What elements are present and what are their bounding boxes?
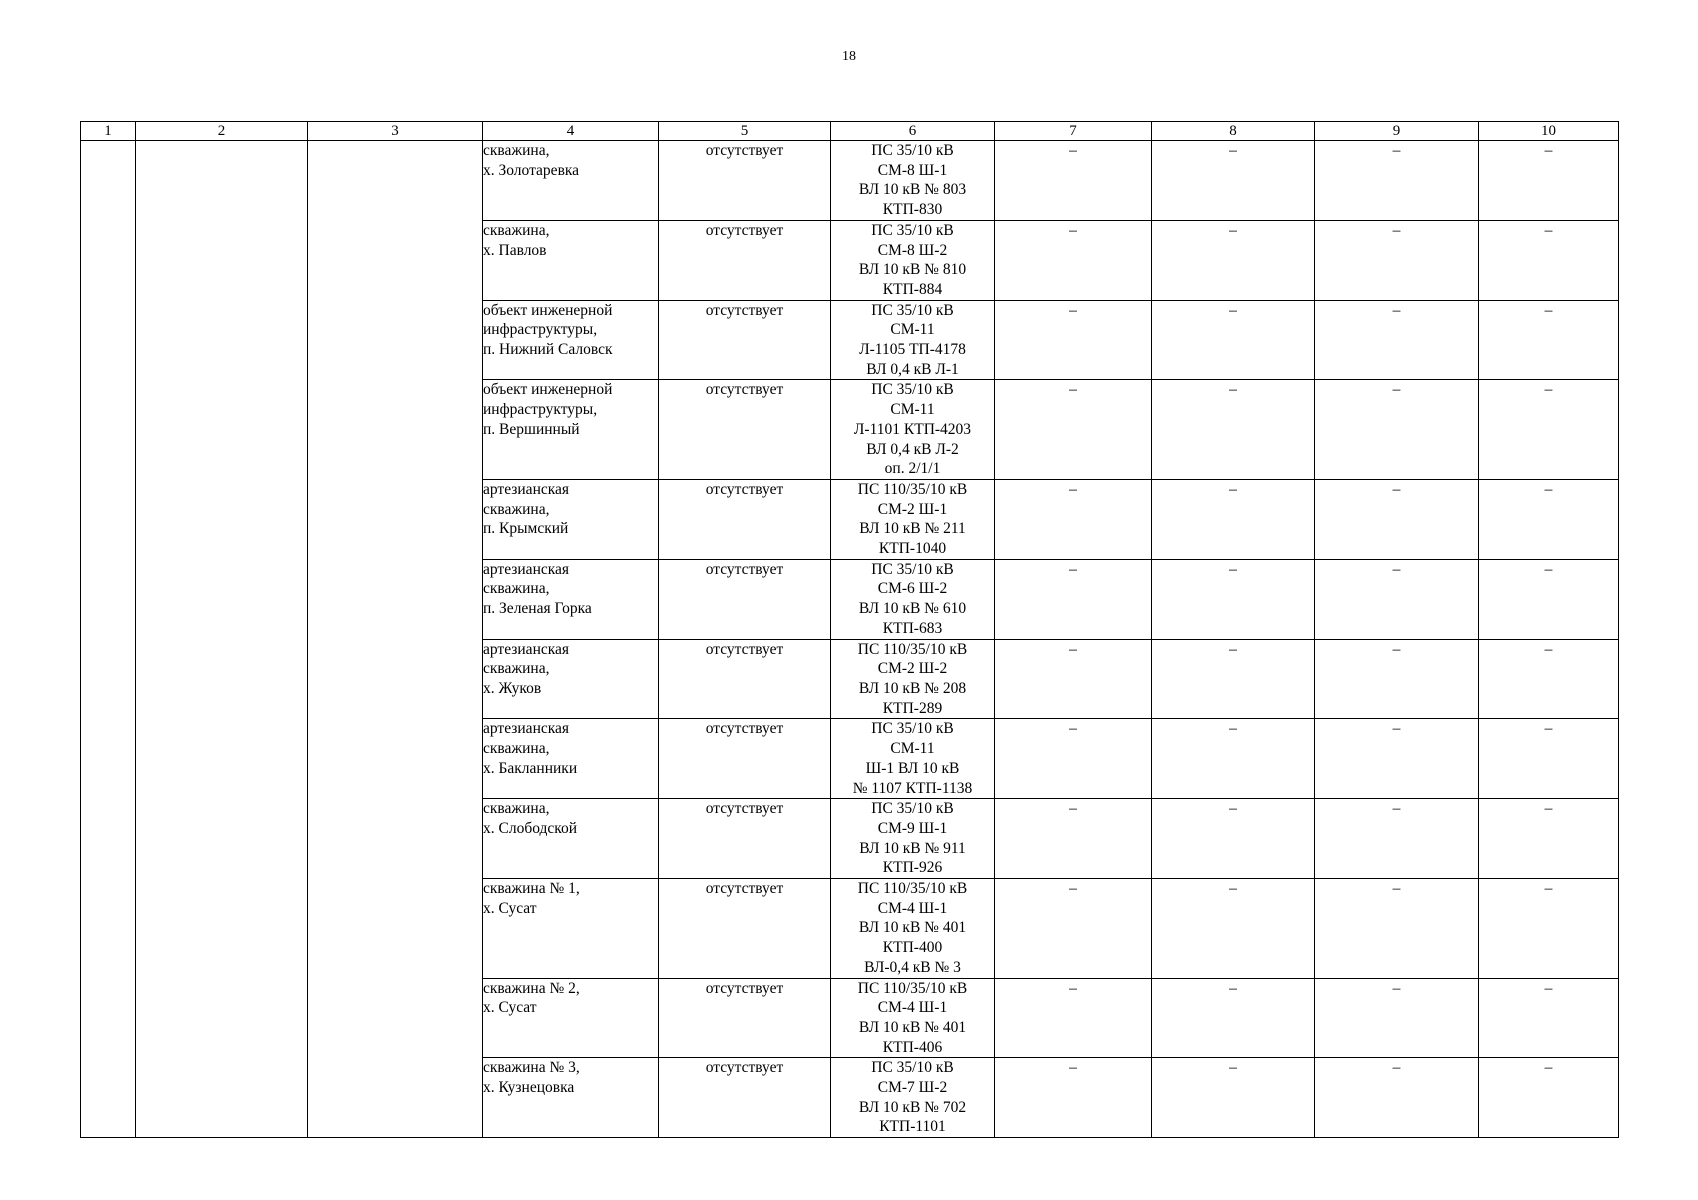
status-cell: отсутствует — [659, 719, 831, 799]
dash-cell-10: – — [1479, 479, 1619, 559]
object-cell: артезианская скважина, х. Бакланники — [483, 719, 659, 799]
connection-cell: ПС 35/10 кВ СМ-6 Ш-2 ВЛ 10 кВ № 610 КТП-683 — [831, 559, 995, 639]
dash-cell-9: – — [1315, 879, 1479, 979]
dash-cell-10: – — [1479, 380, 1619, 480]
dash-cell-7: – — [995, 141, 1152, 221]
table-row — [81, 141, 1619, 221]
object-cell: скважина, х. Павлов — [483, 220, 659, 300]
connection-cell: ПС 35/10 кВ СМ-8 Ш-1 ВЛ 10 кВ № 803 КТП-830 — [831, 141, 995, 221]
column-header-2: 2 — [136, 122, 308, 141]
column-header-8: 8 — [1152, 122, 1315, 141]
dash-cell-7: – — [995, 719, 1152, 799]
header-row — [81, 122, 1619, 141]
dash-cell-9: – — [1315, 978, 1479, 1058]
dash-cell-9: – — [1315, 639, 1479, 719]
status-cell: отсутствует — [659, 1058, 831, 1138]
object-cell: артезианская скважина, п. Крымский — [483, 479, 659, 559]
dash-cell-8: – — [1152, 380, 1315, 480]
dash-cell-10: – — [1479, 220, 1619, 300]
dash-cell-7: – — [995, 799, 1152, 879]
object-cell: артезианская скважина, п. Зеленая Горка — [483, 559, 659, 639]
status-cell: отсутствует — [659, 141, 831, 221]
connection-cell: ПС 110/35/10 кВ СМ-2 Ш-2 ВЛ 10 кВ № 208 КТП-289 — [831, 639, 995, 719]
dash-cell-8: – — [1152, 479, 1315, 559]
dash-cell-10: – — [1479, 1058, 1619, 1138]
dash-cell-10: – — [1479, 141, 1619, 221]
status-cell: отсутствует — [659, 799, 831, 879]
dash-cell-10: – — [1479, 300, 1619, 380]
connection-cell: ПС 110/35/10 кВ СМ-4 Ш-1 ВЛ 10 кВ № 401 КТП-406 — [831, 978, 995, 1058]
column-header-3: 3 — [308, 122, 483, 141]
connection-cell: ПС 110/35/10 кВ СМ-2 Ш-1 ВЛ 10 кВ № 211 КТП-1040 — [831, 479, 995, 559]
dash-cell-8: – — [1152, 879, 1315, 979]
status-cell: отсутствует — [659, 479, 831, 559]
cell-col2 — [136, 141, 308, 1138]
dash-cell-7: – — [995, 639, 1152, 719]
dash-cell-8: – — [1152, 300, 1315, 380]
object-cell: скважина № 3, х. Кузнецовка — [483, 1058, 659, 1138]
connection-cell: ПС 35/10 кВ СМ-7 Ш-2 ВЛ 10 кВ № 702 КТП-1101 — [831, 1058, 995, 1138]
dash-cell-10: – — [1479, 639, 1619, 719]
dash-cell-7: – — [995, 879, 1152, 979]
column-header-1: 1 — [81, 122, 136, 141]
status-cell: отсутствует — [659, 220, 831, 300]
dash-cell-9: – — [1315, 220, 1479, 300]
dash-cell-8: – — [1152, 141, 1315, 221]
dash-cell-7: – — [995, 380, 1152, 480]
object-cell: скважина, х. Золотаревка — [483, 141, 659, 221]
connection-cell: ПС 35/10 кВ СМ-9 Ш-1 ВЛ 10 кВ № 911 КТП-926 — [831, 799, 995, 879]
objects-table — [80, 121, 1619, 1138]
dash-cell-8: – — [1152, 978, 1315, 1058]
column-header-7: 7 — [995, 122, 1152, 141]
dash-cell-9: – — [1315, 1058, 1479, 1138]
object-cell: артезианская скважина, х. Жуков — [483, 639, 659, 719]
column-header-4: 4 — [483, 122, 659, 141]
column-header-9: 9 — [1315, 122, 1479, 141]
column-header-5: 5 — [659, 122, 831, 141]
dash-cell-9: – — [1315, 141, 1479, 221]
object-cell: скважина № 1, х. Сусат — [483, 879, 659, 979]
connection-cell: ПС 35/10 кВ СМ-11 Л-1101 КТП-4203 ВЛ 0,4 кВ Л-2 оп. 2/1/1 — [831, 380, 995, 480]
object-cell: объект инженерной инфраструктуры, п. Вершинный — [483, 380, 659, 480]
dash-cell-10: – — [1479, 559, 1619, 639]
dash-cell-7: – — [995, 1058, 1152, 1138]
status-cell: отсутствует — [659, 639, 831, 719]
dash-cell-10: – — [1479, 799, 1619, 879]
dash-cell-9: – — [1315, 380, 1479, 480]
dash-cell-10: – — [1479, 879, 1619, 979]
dash-cell-8: – — [1152, 799, 1315, 879]
dash-cell-7: – — [995, 559, 1152, 639]
dash-cell-9: – — [1315, 799, 1479, 879]
dash-cell-8: – — [1152, 220, 1315, 300]
dash-cell-7: – — [995, 220, 1152, 300]
cell-col1 — [81, 141, 136, 1138]
dash-cell-9: – — [1315, 719, 1479, 799]
status-cell: отсутствует — [659, 300, 831, 380]
dash-cell-9: – — [1315, 479, 1479, 559]
dash-cell-10: – — [1479, 978, 1619, 1058]
dash-cell-8: – — [1152, 1058, 1315, 1138]
dash-cell-10: – — [1479, 719, 1619, 799]
dash-cell-7: – — [995, 978, 1152, 1058]
dash-cell-9: – — [1315, 300, 1479, 380]
connection-cell: ПС 110/35/10 кВ СМ-4 Ш-1 ВЛ 10 кВ № 401 КТП-400 ВЛ-0,4 кВ № 3 — [831, 879, 995, 979]
dash-cell-7: – — [995, 479, 1152, 559]
dash-cell-9: – — [1315, 559, 1479, 639]
dash-cell-8: – — [1152, 559, 1315, 639]
object-cell: объект инженерной инфраструктуры, п. Нижний Саловск — [483, 300, 659, 380]
connection-cell: ПС 35/10 кВ СМ-11 Ш-1 ВЛ 10 кВ № 1107 КТП-1138 — [831, 719, 995, 799]
column-header-6: 6 — [831, 122, 995, 141]
status-cell: отсутствует — [659, 559, 831, 639]
object-cell: скважина, х. Слободской — [483, 799, 659, 879]
connection-cell: ПС 35/10 кВ СМ-8 Ш-2 ВЛ 10 кВ № 810 КТП-884 — [831, 220, 995, 300]
dash-cell-7: – — [995, 300, 1152, 380]
dash-cell-8: – — [1152, 639, 1315, 719]
status-cell: отсутствует — [659, 879, 831, 979]
cell-col3 — [308, 141, 483, 1138]
connection-cell: ПС 35/10 кВ СМ-11 Л-1105 ТП-4178 ВЛ 0,4 кВ Л-1 — [831, 300, 995, 380]
status-cell: отсутствует — [659, 978, 831, 1058]
dash-cell-8: – — [1152, 719, 1315, 799]
page-number: 18 — [842, 49, 856, 64]
object-cell: скважина № 2, х. Сусат — [483, 978, 659, 1058]
status-cell: отсутствует — [659, 380, 831, 480]
column-header-10: 10 — [1479, 122, 1619, 141]
